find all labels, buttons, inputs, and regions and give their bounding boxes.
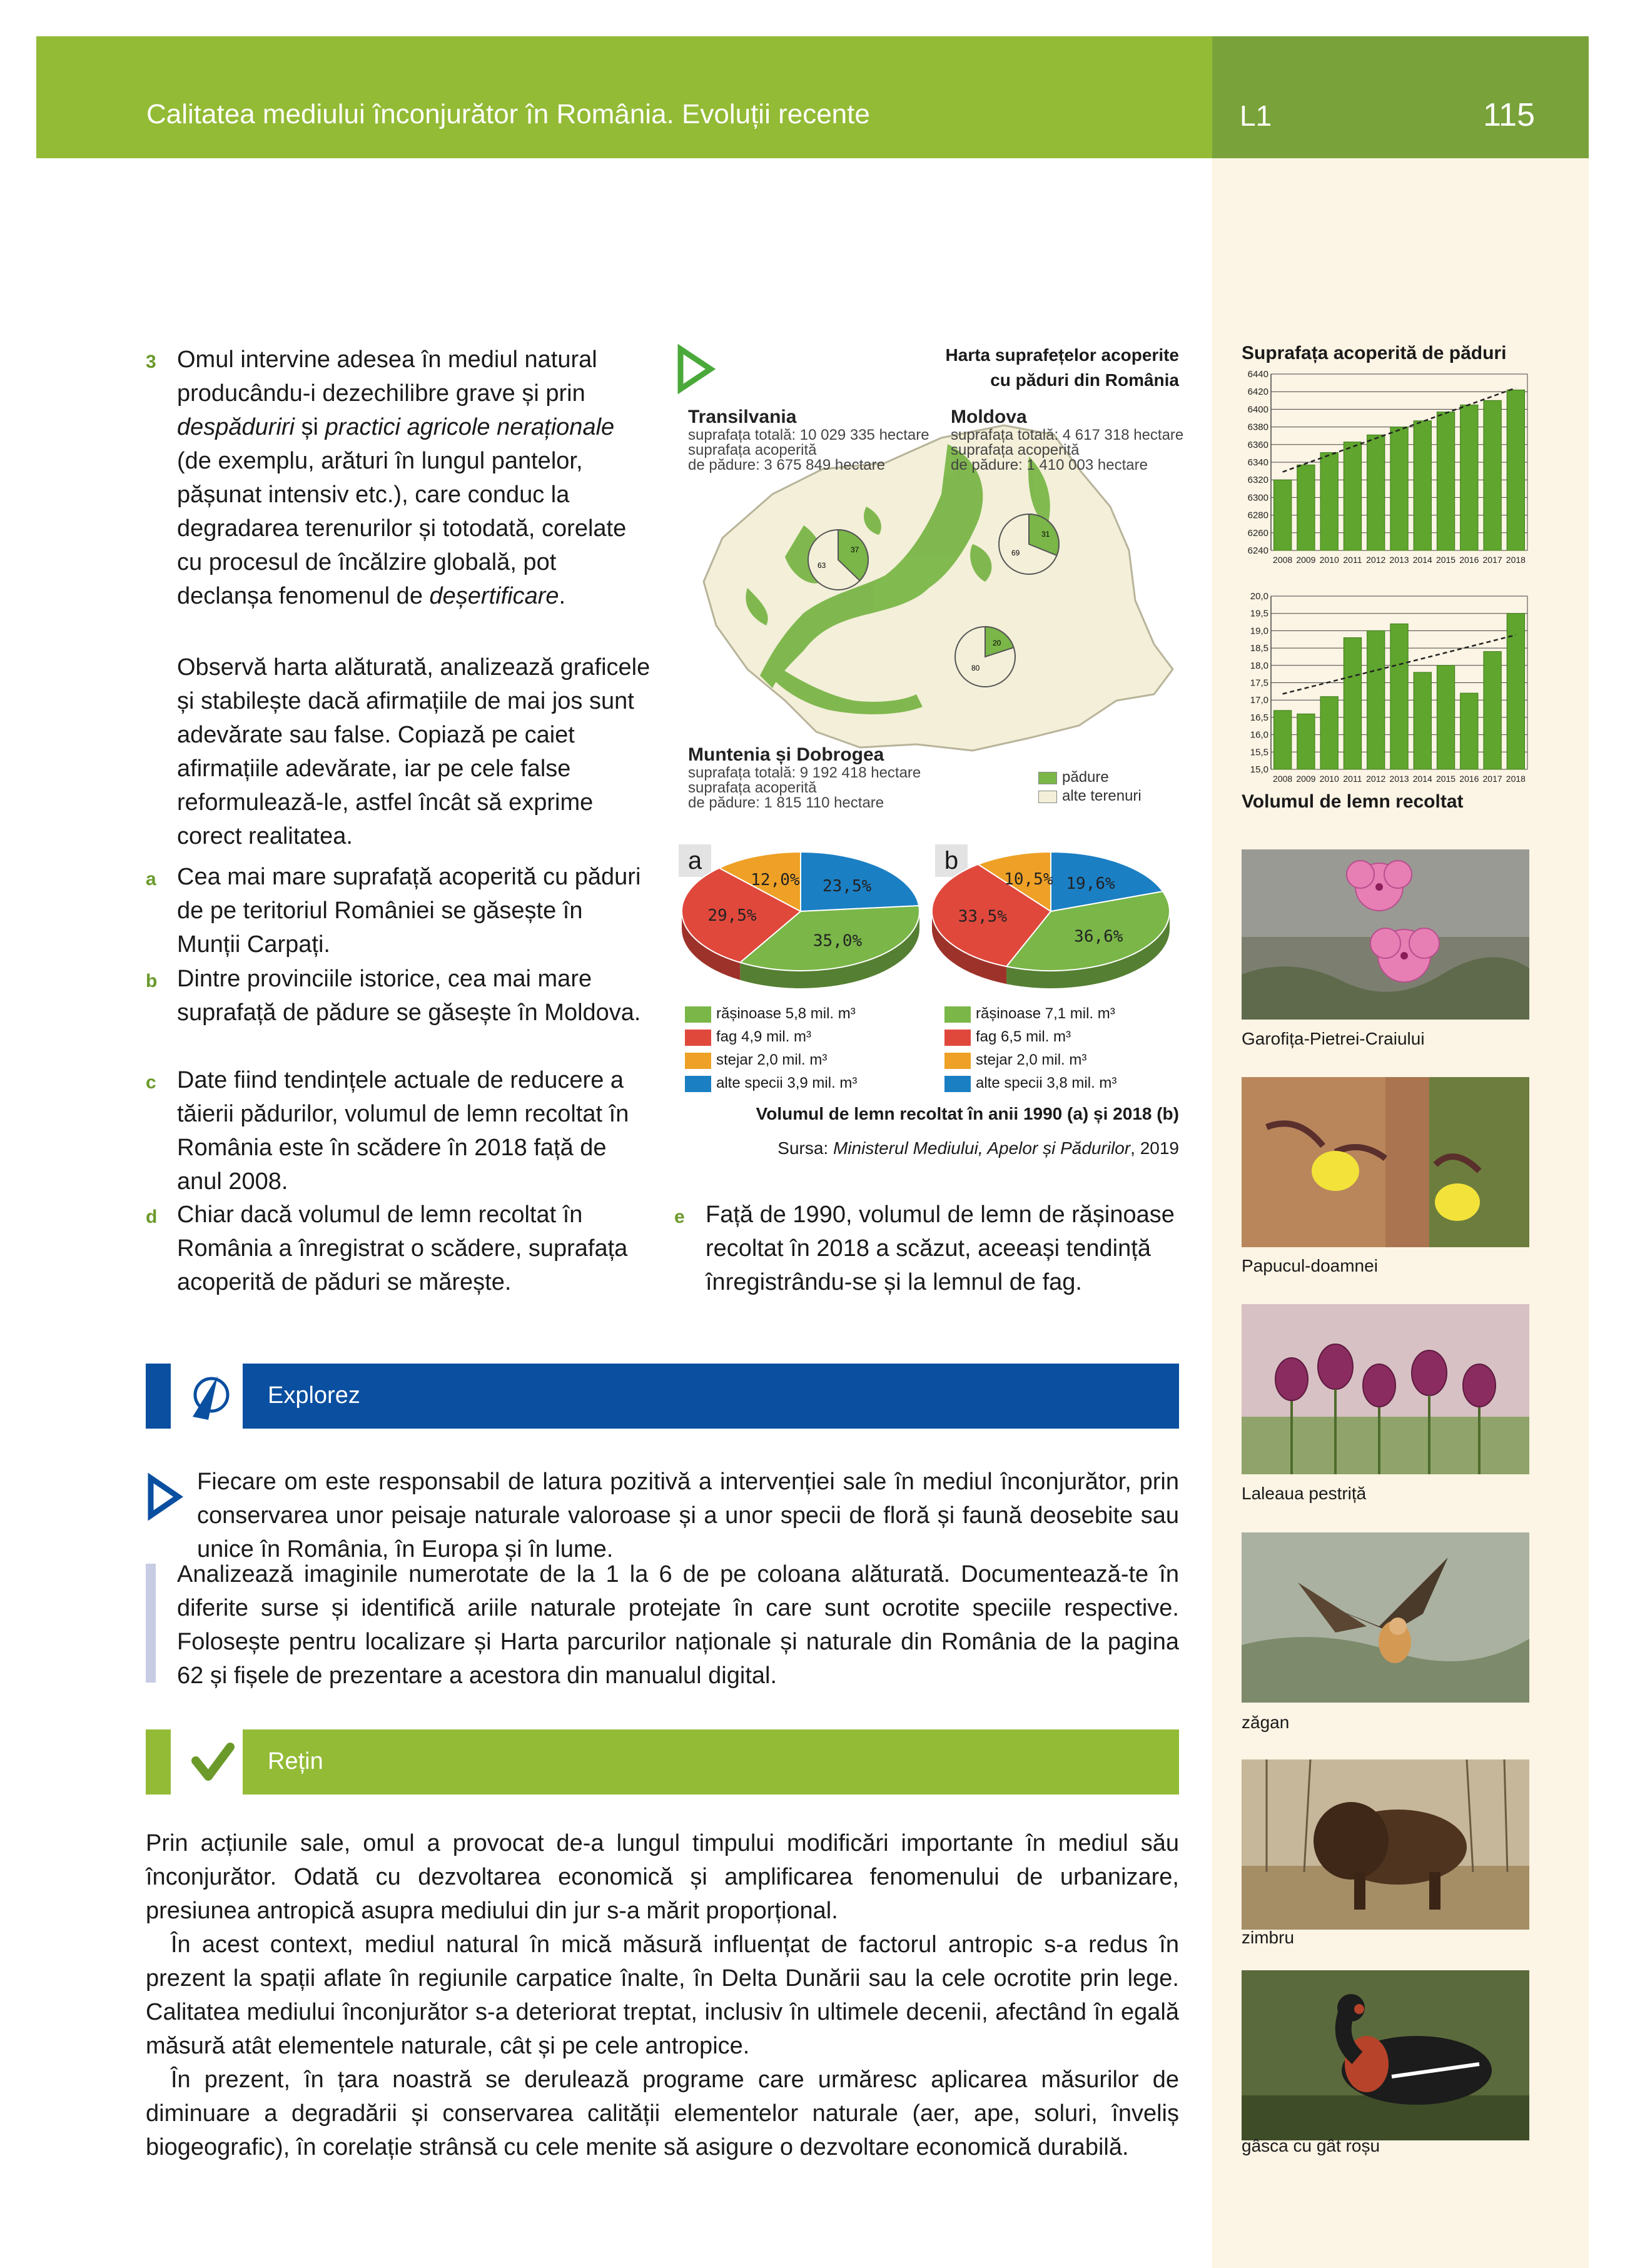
chapter-title: Calitatea mediului înconjurător în România. Evoluții recente (146, 99, 870, 129)
svg-text:69: 69 (1011, 549, 1020, 557)
photo-dianthus-flower (1242, 849, 1529, 1020)
retin-paragraph-1: Prin acțiunile sale, omul a provocat de-a lungul timpului modificări importante în mediul său înconjurător. Odată cu dezvoltarea economică și amplificarea fenomenului de urbanizare, presiunea antropică asupra mediului din jur s-a mărit proporțional. (146, 1830, 1179, 1924)
x-tick-label: 2017 (1482, 555, 1502, 565)
header-side-band (1212, 36, 1589, 158)
explorez-paragraph-1: Fiecare om este responsabil de latura pozitivă a intervenției sale în mediul înconjurător, prin conservarea unor peisaje naturale valoroase și a unor specii de floră și faună deosebite sau unice în România, în Europa și în lume. (197, 1469, 1179, 1562)
y-tick-label: 15,5 (1250, 747, 1268, 758)
bar (1437, 412, 1454, 550)
exercise-task: Observă harta alăturată, analizează graficele și stabilește dacă afirmațiile de mai jos sunt adevărate sau false. Copiază pe caiet afirmațiile adevărate, iar pe cele false reformulează-le, astfel încât să exprime corect realitatea. (177, 654, 651, 849)
exercise-number: 3 (146, 352, 156, 372)
pie-slice-label: 35,0% (812, 931, 863, 951)
play-arrow-icon (676, 344, 716, 394)
photo-caption-5: zimbru (1242, 1928, 1295, 1947)
bar (1414, 672, 1431, 769)
bar (1437, 666, 1454, 769)
pie-slice-label: 36,6% (1074, 927, 1123, 946)
x-tick-label: 2009 (1296, 774, 1316, 784)
bar (1460, 405, 1478, 550)
svg-text:80: 80 (971, 664, 980, 672)
map-outline (704, 425, 1173, 751)
x-tick-label: 2013 (1389, 774, 1409, 784)
svg-text:37: 37 (851, 545, 859, 554)
bar (1344, 637, 1361, 769)
bar (1390, 427, 1408, 550)
bar (1507, 390, 1524, 550)
y-tick-label: 18,5 (1250, 643, 1268, 654)
region-muntenia-dobrogea: Muntenia și Dobrogea suprafața totală: 9 192 418 hectare suprafața acoperită de pădure: 1 815 110 hectare (688, 744, 921, 811)
page-number: 115 (1483, 97, 1535, 133)
y-tick-label: 6400 (1247, 404, 1268, 415)
retin-section-header (146, 1729, 1179, 1795)
bar (1367, 435, 1385, 550)
photo-ladys-slipper-orchid (1242, 1077, 1529, 1247)
checkmark-icon (146, 1729, 240, 1795)
y-tick-label: 6320 (1247, 475, 1268, 486)
photo-european-bison (1242, 1759, 1529, 1930)
photo-bearded-vulture (1242, 1532, 1529, 1703)
bar (1273, 480, 1291, 550)
retin-paragraph-3: În prezent, în țara noastră se derulează programe care urmăresc aplicarea măsurilor de diminuare a degradării și conservarea calității elementelor naturale (aer, ape, soluri, înveliș biogeografic), în corelație strânsă cu cele menite să asigure o dezvoltare economică durabilă. (146, 2067, 1179, 2160)
x-tick-label: 2009 (1296, 555, 1316, 565)
y-tick-label: 6440 (1247, 369, 1268, 380)
x-tick-label: 2016 (1459, 774, 1479, 784)
bar (1344, 442, 1361, 550)
x-tick-label: 2016 (1459, 555, 1479, 565)
bar (1297, 465, 1315, 550)
pie-slice-label: 29,5% (707, 906, 757, 926)
x-tick-label: 2010 (1319, 774, 1339, 784)
x-tick-label: 2014 (1412, 555, 1432, 565)
region-moldova: Moldova suprafața totală: 4 617 318 hectare suprafața acoperită de pădure: 1 410 003 hectare (951, 407, 1184, 473)
x-tick-label: 2015 (1435, 555, 1456, 565)
statement-d: d Chiar dacă volumul de lemn recoltat în România a înregistrat o scădere, suprafața acoperită de păduri se mărește. (146, 1202, 628, 1295)
explorez-label: Explorez (268, 1382, 360, 1409)
map-legend: pădure alte terenuri (1038, 768, 1142, 806)
y-tick-label: 6380 (1247, 422, 1268, 433)
pie-a-letter: a (679, 844, 711, 877)
svg-text:31: 31 (1041, 530, 1050, 539)
bar (1297, 714, 1315, 769)
x-tick-label: 2011 (1343, 774, 1362, 784)
pie-a-legend: rășinoase 5,8 mil. m³ fag 4,9 mil. m³ stejar 2,0 mil. m³ alte specii 3,9 mil. m³ (685, 1002, 857, 1095)
photo-caption-6: gâsca cu gât roșu (1242, 2136, 1380, 2155)
photo-caption-4: zăgan (1242, 1713, 1290, 1732)
pie-chart-1990 (672, 846, 929, 1002)
y-tick-label: 17,0 (1250, 695, 1268, 706)
retin-bar (243, 1729, 1179, 1795)
region-transilvania: Transilvania suprafața totală: 10 029 335 hectare suprafața acoperită de pădure: 3 675 849 hectare (688, 407, 929, 473)
retin-label: Rețin (268, 1748, 323, 1774)
bar (1320, 697, 1338, 769)
map-title: Harta suprafețelor acoperite cu păduri din România (945, 345, 1179, 390)
y-tick-label: 6280 (1247, 510, 1268, 521)
y-tick-label: 6240 (1247, 545, 1268, 556)
timber-volume-chart-title: Volumul de lemn recoltat (1242, 791, 1464, 812)
statement-a: a Cea mai mare suprafață acoperită cu păduri de pe teritoriul României se găsește în Munții Carpați. (146, 864, 641, 958)
x-tick-label: 2008 (1273, 774, 1293, 784)
pie-slice-label: 33,5% (958, 907, 1007, 926)
photo-caption-3: Laleaua pestriță (1242, 1484, 1367, 1503)
explorez-bar (243, 1364, 1179, 1429)
pie-transilvania (808, 530, 868, 590)
bar (1484, 652, 1501, 769)
x-tick-label: 2011 (1343, 555, 1362, 565)
pie-slice-label: 12,0% (751, 870, 800, 889)
pie-muntenia (955, 627, 1015, 687)
x-tick-label: 2012 (1366, 774, 1386, 784)
bar (1367, 630, 1385, 769)
exercise-intro: 3 Omul intervine adesea în mediul natural producându-i dezechilibre grave și prin despăduriri și practici agricole neraționale (de exemplu, arături în lungul pantelor, pășunat intensiv etc.), care conduc la degradarea terenurilor și totodată, corelate cu procesul de încălzire globală, pot declanșa fenomenul de deșertificare. (146, 347, 627, 609)
page-header (36, 36, 1589, 158)
statement-c: c Date fiind tendințele actuale de reducere a tăierii pădurilor, volumul de lemn recoltat în România este în scădere în 2018 față de anul 2008. (146, 1067, 629, 1195)
bar (1484, 400, 1501, 550)
x-tick-label: 2010 (1319, 555, 1339, 565)
x-tick-label: 2017 (1482, 774, 1502, 784)
svg-text:63: 63 (818, 561, 826, 570)
x-tick-label: 2018 (1506, 555, 1526, 565)
y-tick-label: 16,0 (1250, 729, 1268, 741)
header-title-band (36, 36, 1212, 158)
explorez-play-icon (146, 1473, 183, 1521)
forest-area-chart-title: Suprafața acoperită de păduri (1242, 343, 1507, 363)
statement-b: b Dintre provinciile istorice, cea mai mare suprafață de pădure se găsește în Moldova. (146, 966, 641, 1026)
bar (1460, 693, 1478, 769)
photo-snakes-head-fritillary (1242, 1304, 1529, 1474)
x-tick-label: 2008 (1273, 555, 1293, 565)
bar (1414, 421, 1431, 550)
explorez-paragraph-2: Analizează imaginile numerotate de la 1 la 6 de pe coloana alăturată. Documentează-te în diferite surse și identifică ariile naturale protejate în care sunt ocrotite speciile respective. Folosește pentru localizare și Harta parcurilor naționale și naturale din România de la pagina 62 și fișele de prezentare a acestora din manualul digital. (177, 1561, 1179, 1689)
explorez-section-header (146, 1364, 1179, 1429)
y-tick-label: 19,5 (1250, 608, 1268, 619)
pie-moldova (999, 514, 1059, 574)
pie-b-legend: rășinoase 7,1 mil. m³ fag 6,5 mil. m³ stejar 2,0 mil. m³ alte specii 3,8 mil. m³ (944, 1002, 1116, 1095)
bar (1390, 624, 1408, 769)
forest-area-bar-chart (1238, 369, 1532, 569)
pie-source: Sursa: Ministerul Mediului, Apelor și Pădurilor, 2019 (777, 1138, 1179, 1158)
photo-caption-1: Garofița-Pietrei-Craiului (1242, 1029, 1425, 1048)
bar (1320, 452, 1338, 550)
bar (1273, 711, 1291, 769)
pie-caption: Volumul de lemn recoltat în anii 1990 (a) și 2018 (b) (756, 1104, 1179, 1123)
pie-slice-label: 19,6% (1066, 874, 1115, 893)
y-tick-label: 19,0 (1250, 625, 1268, 637)
statement-e: e Față de 1990, volumul de lemn de rășinoase recoltat în 2018 a scăzut, aceeași tendință înregistrându-se și la lemnul de fag. (674, 1202, 1175, 1295)
pie-b-letter: b (935, 844, 968, 877)
y-tick-label: 18,0 (1250, 660, 1268, 671)
y-tick-label: 6360 (1247, 439, 1268, 450)
y-tick-label: 15,0 (1250, 764, 1268, 775)
pie-slice-label: 10,5% (1004, 869, 1053, 889)
photo-red-breasted-goose (1242, 1970, 1529, 2140)
lesson-label: L1 (1240, 99, 1272, 132)
y-tick-label: 17,5 (1250, 677, 1268, 689)
y-tick-label: 6300 (1247, 492, 1268, 504)
timber-volume-bar-chart (1238, 591, 1532, 788)
retin-paragraph-2: În acest context, mediul natural în mică măsură influențat de factorul antropic s-a redus în prezent la spații aflate în regiunile carpatice înalte, în Delta Dunării sau la cele ocrotite prin lege. Calitatea mediului înconjurător s-a deteriorat treptat, inclusiv în ultimele decenii, afectând în egală măsură atât elementele naturale, cât și pe cele antropice. (146, 1931, 1179, 2059)
svg-text:20: 20 (993, 639, 1001, 647)
photo-caption-2: Papucul-doamnei (1242, 1256, 1378, 1275)
y-tick-label: 6420 (1247, 387, 1268, 398)
x-tick-label: 2013 (1389, 555, 1409, 565)
pie-chart-2018 (923, 846, 1179, 1002)
y-tick-label: 20,0 (1250, 591, 1268, 602)
x-tick-label: 2014 (1412, 774, 1432, 784)
x-tick-label: 2012 (1366, 555, 1386, 565)
pie-slice-label: 23,5% (823, 877, 872, 896)
y-tick-label: 6340 (1247, 457, 1268, 468)
y-tick-label: 6260 (1247, 527, 1268, 539)
y-tick-label: 16,5 (1250, 712, 1268, 723)
x-tick-label: 2018 (1506, 774, 1526, 784)
explorez-quote-bar (146, 1564, 156, 1683)
compass-icon (146, 1364, 240, 1429)
x-tick-label: 2015 (1435, 774, 1456, 784)
